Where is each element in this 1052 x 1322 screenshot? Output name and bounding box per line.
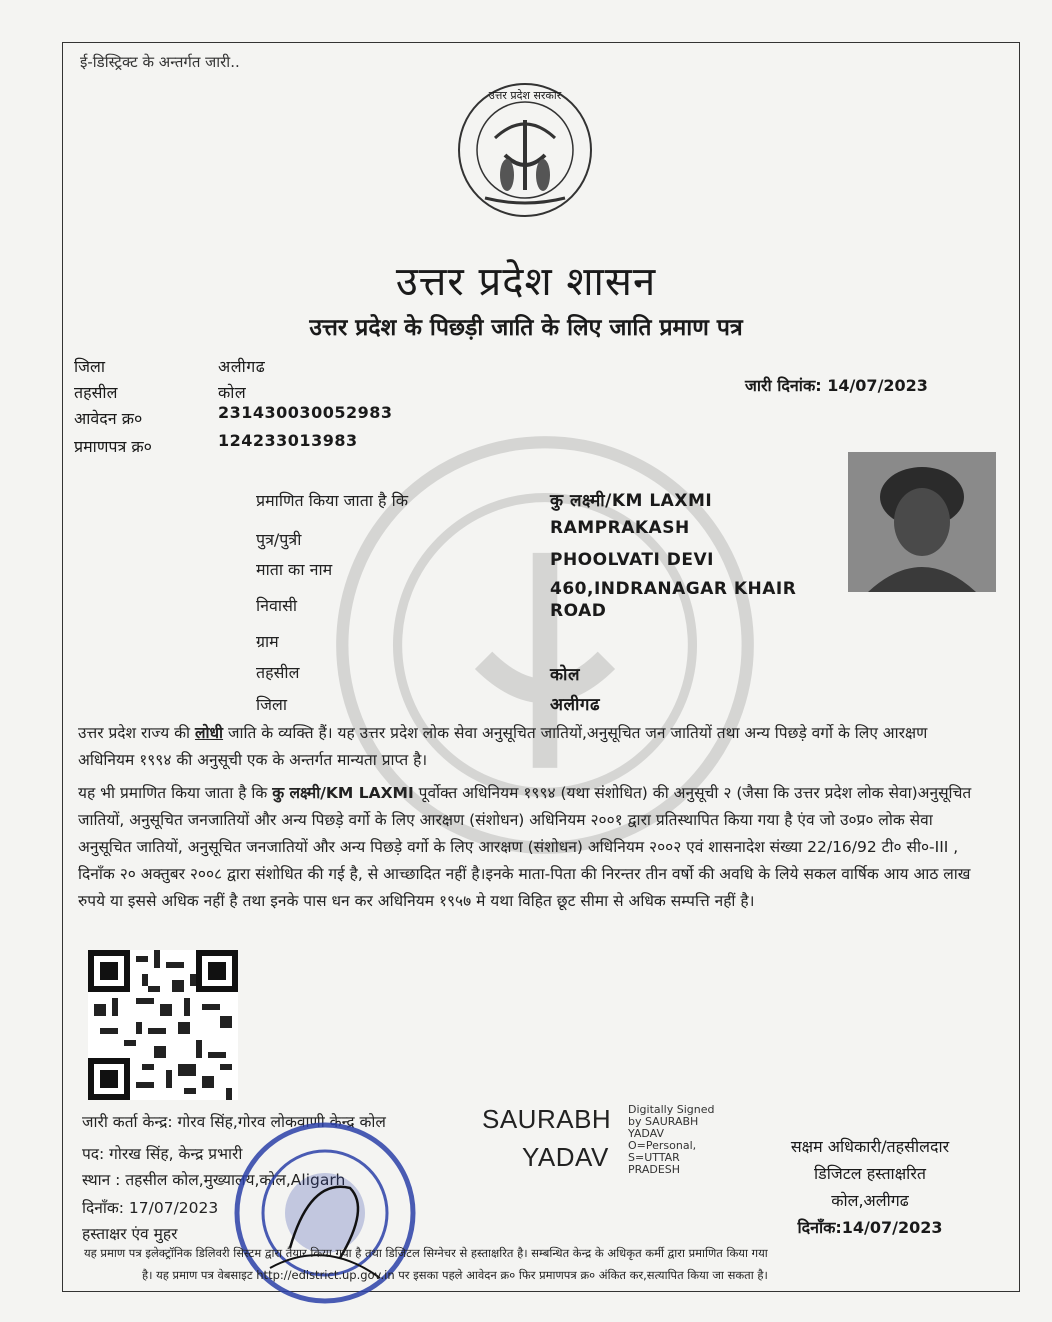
verification-note-line1: यह प्रमाण पत्र इलेक्ट्रॉनिक डिलिवरी सिस्टम द्वारा तैयार किया गया है तथा डिजिटल सिग्नेचर से हस्ताक्षरित है। सम्बन्धित केन्द्र के अधिकृत कर्मी द्वारा प्रमाणित किया गया — [84, 1246, 768, 1260]
caste-name: लोधी — [194, 724, 224, 742]
sig-line: S=UTTAR — [628, 1151, 680, 1164]
creamy-layer-statement — [78, 780, 974, 915]
issuer-date: दिनाँक: 17/07/2023 — [82, 1199, 219, 1217]
issuer-sign-seal: हस्ताक्षर एंव मुहर — [82, 1225, 178, 1243]
applicant-photo — [848, 452, 996, 592]
digital-sign-name-last: YADAV — [522, 1142, 609, 1172]
field-label-resident: निवासी — [256, 596, 298, 615]
header-note: ई-डिस्ट्रिक्ट के अन्तर्गत जारी.. — [80, 53, 240, 71]
meta-label-tehsil: तहसील — [74, 383, 118, 402]
field-label-son-daughter: पुत्र/पुत्री — [256, 530, 302, 549]
issuer-center: जारी कर्ता केन्द्र: गोरव सिंह,गोरव लोकवाणी केन्द्र कोल — [82, 1113, 386, 1131]
para2-name: कु लक्ष्मी/KM LAXMI — [272, 784, 414, 802]
issuer-place: स्थान : तहसील कोल,मुख्यालय,कोल,Aligarh — [82, 1171, 346, 1189]
meta-value-certificate-no: 124233013983 — [218, 431, 358, 450]
authority-place: कोल,अलीगढ — [831, 1191, 909, 1210]
authority-date: दिनाँक:14/07/2023 — [797, 1218, 943, 1237]
sig-line: YADAV — [628, 1127, 665, 1140]
certificate-subtitle: उत्तर प्रदेश के पिछड़ी जाति के लिए जाति प्रमाण पत्र — [309, 315, 743, 341]
meta-value-application-no: 231430030052983 — [218, 403, 393, 422]
authority-title: सक्षम अधिकारी/तहसीलदार — [790, 1137, 950, 1156]
field-label-tehsil: तहसील — [256, 663, 300, 682]
para2-after: पूर्वोक्त अधिनियम १९९४ (यथा संशोधित) की अनुसूची २ (जैसा कि उत्तर प्रदेश लोक सेवा)अनुसूचित जातियों, अनुसूचित जनजातियों और अन्य पिछड़े वर्गो के लिए आरक्षण (संशोधन) अधिनियम २००१ द्वारा प्रतिस्थापित किया गया है एंव जो उ०प्र० लोक सेवा अनुसूचित जातियों, अनुसूचित जनजातियों और अन्य पिछड़े वर्गो के लिए आरक्षण (संशोधन) अधिनियम २००२ एवं शासनादेश संख्या 22/16/92 टी० सी०-III , दिनाँक २० अक्तुबर २००८ द्वारा संशोधित की गई है, से आच्छादित नहीं है।इनके माता-पिता की निरन्तर तीन वर्षो की अवधि के लिये सकल वार्षिक आय आठ लाख रुपये या इससे अधिक नहीं है तथा इनके पास धन कर अधिनियम १९५७ मे यथा विहित छूट सीमा से अधिक सम्पत्ति नहीं है। — [78, 784, 972, 910]
emblem-caption: उत्तर प्रदेश सरकार — [488, 89, 562, 102]
sig-line: PRADESH — [628, 1163, 681, 1176]
field-label-district: जिला — [256, 695, 288, 714]
field-label-mother: माता का नाम — [256, 560, 333, 579]
qr-code — [88, 950, 238, 1100]
field-value-district: अलीगढ — [550, 695, 601, 715]
caste-statement — [78, 720, 974, 774]
para1-after: जाति के व्यक्ति हैं। यह उत्तर प्रदेश लोक सेवा अनुसूचित जातियों,अनुसूचित जन जातियों तथा अन्य पिछड़े वर्गो के लिए आरक्षण अधिनियम १९९४ की अनुसूची एक के अन्तर्गत मान्यता प्राप्त है। — [78, 724, 928, 769]
sig-line: O=Personal, — [628, 1139, 697, 1152]
para2-before: यह भी प्रमाणित किया जाता है कि — [78, 784, 273, 802]
meta-label-certificate-no: प्रमाणपत्र क्र० — [74, 437, 152, 456]
page-title: उत्तर प्रदेश शासन — [395, 259, 657, 305]
sig-line: Digitally Signed — [628, 1103, 715, 1116]
verification-note-line2: है। यह प्रमाण पत्र वेबसाइट http://edistrict.up.gov.in पर इसका पहले आवेदन क्र० फिर प्रमाणपत्र क्र० अंकित कर,सत्यापित किया जा सकता है। — [142, 1268, 768, 1282]
meta-label-application-no: आवेदन क्र० — [74, 409, 143, 428]
issuer-post: पद: गोरख सिंह, केन्द्र प्रभारी — [82, 1145, 243, 1163]
meta-label-district: जिला — [74, 357, 106, 376]
digital-sign-details — [628, 1104, 714, 1176]
field-value-mother: PHOOLVATI DEVI — [550, 550, 714, 570]
authority-signed: डिजिटल हस्ताक्षरित — [814, 1164, 926, 1183]
digital-sign-name-first: SAURABH — [482, 1104, 612, 1134]
field-label-certified: प्रमाणित किया जाता है कि — [256, 491, 409, 510]
para1-before: उत्तर प्रदेश राज्य की — [78, 724, 195, 742]
field-value-address: 460,INDRANAGAR KHAIR ROAD — [550, 579, 797, 621]
issue-date: जारी दिनांक: 14/07/2023 — [745, 376, 928, 395]
field-value-tehsil: कोल — [550, 665, 580, 685]
sig-line: by SAURABH — [628, 1115, 699, 1128]
field-value-father: RAMPRAKASH — [550, 518, 690, 538]
meta-value-district: अलीगढ — [218, 357, 266, 376]
field-value-name: कु लक्ष्मी/KM LAXMI — [550, 491, 713, 511]
field-label-village: ग्राम — [256, 632, 279, 651]
meta-value-tehsil: कोल — [218, 383, 247, 402]
